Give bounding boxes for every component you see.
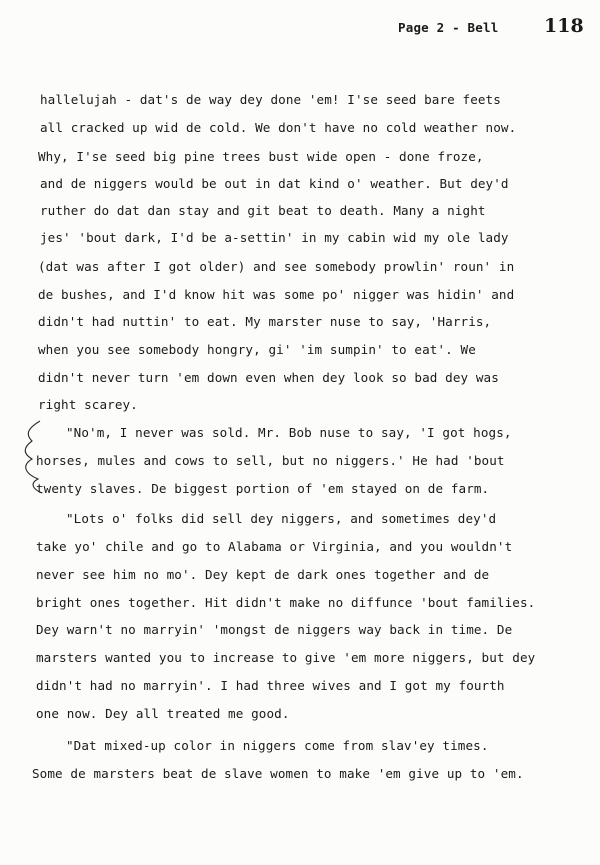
text-line: de bushes, and I'd know hit was some po' nigger was hidin' and	[38, 287, 515, 302]
text-line: jes' 'bout dark, I'd be a-settin' in my cabin wid my ole lady	[40, 230, 509, 245]
text-line: one now. Dey all treated me good.	[36, 706, 290, 721]
text-line: "Dat mixed-up color in niggers come from slav'ey times.	[66, 738, 489, 753]
text-line: hallelujah - dat's de way dey done 'em! I'se seed bare feets	[40, 92, 501, 107]
text-line: Dey warn't no marryin' 'mongst de niggers way back in time. De	[36, 622, 513, 637]
text-line: (dat was after I got older) and see somebody prowlin' roun' in	[38, 259, 515, 274]
text-line: "Lots o' folks did sell dey niggers, and sometimes dey'd	[66, 511, 497, 526]
text-line: Why, I'se seed big pine trees bust wide open - done froze,	[38, 149, 484, 164]
text-line: didn't had nuttin' to eat. My marster nuse to say, 'Harris,	[38, 314, 492, 329]
text-line: didn't never turn 'em down even when dey look so bad dey was	[38, 370, 499, 385]
text-line: didn't had no marryin'. I had three wives and I got my fourth	[36, 678, 505, 693]
text-line: ruther do dat dan stay and git beat to death. Many a night	[40, 203, 486, 218]
text-line: horses, mules and cows to sell, but no niggers.' He had 'bout	[36, 453, 505, 468]
text-line: twenty slaves. De biggest portion of 'em stayed on de farm.	[36, 481, 490, 496]
page-header-label: Page 2 - Bell	[398, 20, 499, 35]
text-line: never see him no mo'. Dey kept de dark ones together and de	[36, 567, 490, 582]
text-line: when you see somebody hongry, gi' 'im sumpin' to eat'. We	[38, 342, 476, 357]
text-line: all cracked up wid de cold. We don't have no cold weather now.	[40, 120, 517, 135]
text-line: Some de marsters beat de slave women to make 'em give up to 'em.	[32, 766, 524, 781]
text-line: bright ones together. Hit didn't make no diffunce 'bout families.	[36, 595, 536, 610]
text-line: marsters wanted you to increase to give 'em more niggers, but dey	[36, 650, 536, 665]
text-line: "No'm, I never was sold. Mr. Bob nuse to say, 'I got hogs,	[66, 425, 512, 440]
text-line: right scarey.	[38, 397, 138, 412]
text-line: and de niggers would be out in dat kind o' weather. But dey'd	[40, 176, 509, 191]
page-number: 118	[544, 15, 584, 37]
text-line: take yo' chile and go to Alabama or Virginia, and you wouldn't	[36, 539, 513, 554]
